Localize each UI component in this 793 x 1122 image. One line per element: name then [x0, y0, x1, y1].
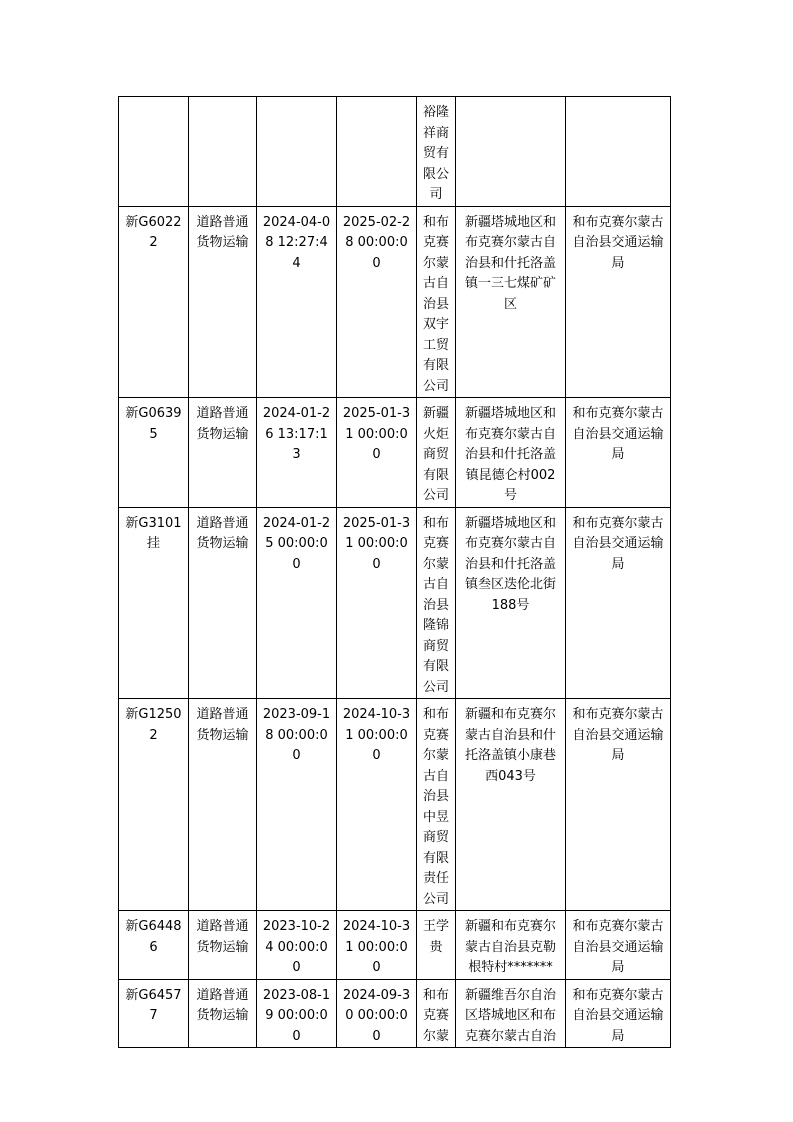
business-scope-cell: 道路普通货物运输 — [189, 979, 257, 1048]
table-row — [119, 979, 671, 1048]
table-row — [119, 911, 671, 980]
business-scope-cell: 道路普通货物运输 — [189, 911, 257, 980]
table-row — [119, 699, 671, 911]
authority-cell: 和布克赛尔蒙古自治县交通运输局 — [566, 398, 671, 508]
address-cell: 新疆塔城地区和布克赛尔蒙古自治县和什托洛盖镇昆德仑村002号 — [456, 398, 566, 508]
address-cell: 新疆塔城地区和布克赛尔蒙古自治县和什托洛盖镇一三七煤矿矿区 — [456, 206, 566, 398]
authority-cell: 和布克赛尔蒙古自治县交通运输局 — [566, 206, 671, 398]
table-row — [119, 398, 671, 508]
authority-cell: 和布克赛尔蒙古自治县交通运输局 — [566, 911, 671, 980]
end-date-cell: 2025-02-28 00:00:00 — [337, 206, 417, 398]
company-cell: 裕隆祥商贸有限公司 — [417, 97, 456, 207]
authority-cell: 和布克赛尔蒙古自治县交通运输局 — [566, 979, 671, 1048]
end-date-cell: 2025-01-31 00:00:00 — [337, 507, 417, 699]
address-cell — [456, 97, 566, 207]
table-row — [119, 97, 671, 207]
business-scope-cell: 道路普通货物运输 — [189, 699, 257, 911]
end-date-cell: 2024-10-31 00:00:00 — [337, 699, 417, 911]
company-cell: 和布克赛尔蒙古自治县中昱商贸有限责任公司 — [417, 699, 456, 911]
company-cell: 新疆火炬商贸有限公司 — [417, 398, 456, 508]
vehicle-permit-table — [118, 96, 671, 1048]
plate-cell: 新G06395 — [119, 398, 189, 508]
table-row — [119, 206, 671, 398]
plate-cell: 新G64486 — [119, 911, 189, 980]
company-cell: 和布克赛尔蒙古自治县双宇工贸有限公司 — [417, 206, 456, 398]
plate-cell: 新G3101挂 — [119, 507, 189, 699]
plate-cell: 新G12502 — [119, 699, 189, 911]
start-date-cell: 2024-04-08 12:27:44 — [257, 206, 337, 398]
start-date-cell: 2023-10-24 00:00:00 — [257, 911, 337, 980]
table-row — [119, 507, 671, 699]
business-scope-cell: 道路普通货物运输 — [189, 206, 257, 398]
start-date-cell: 2023-08-19 00:00:00 — [257, 979, 337, 1048]
end-date-cell: 2024-09-30 00:00:00 — [337, 979, 417, 1048]
start-date-cell: 2024-01-25 00:00:00 — [257, 507, 337, 699]
business-scope-cell: 道路普通货物运输 — [189, 507, 257, 699]
address-cell: 新疆维吾尔自治区塔城地区和布克赛尔蒙古自治 — [456, 979, 566, 1048]
business-scope-cell: 道路普通货物运输 — [189, 398, 257, 508]
start-date-cell: 2024-01-26 13:17:13 — [257, 398, 337, 508]
address-cell: 新疆和布克赛尔蒙古自治县和什托洛盖镇小康巷西043号 — [456, 699, 566, 911]
start-date-cell — [257, 97, 337, 207]
company-cell: 王学贵 — [417, 911, 456, 980]
start-date-cell: 2023-09-18 00:00:00 — [257, 699, 337, 911]
end-date-cell: 2025-01-31 00:00:00 — [337, 398, 417, 508]
end-date-cell — [337, 97, 417, 207]
company-cell: 和布克赛尔蒙 — [417, 979, 456, 1048]
plate-cell: 新G60222 — [119, 206, 189, 398]
address-cell: 新疆塔城地区和布克赛尔蒙古自治县和什托洛盖镇叁区迭伦北街188号 — [456, 507, 566, 699]
plate-cell — [119, 97, 189, 207]
end-date-cell: 2024-10-31 00:00:00 — [337, 911, 417, 980]
authority-cell: 和布克赛尔蒙古自治县交通运输局 — [566, 699, 671, 911]
authority-cell: 和布克赛尔蒙古自治县交通运输局 — [566, 507, 671, 699]
authority-cell — [566, 97, 671, 207]
address-cell: 新疆和布克赛尔蒙古自治县克勒根特村******* — [456, 911, 566, 980]
company-cell: 和布克赛尔蒙古自治县隆锦商贸有限公司 — [417, 507, 456, 699]
business-scope-cell — [189, 97, 257, 207]
plate-cell: 新G64577 — [119, 979, 189, 1048]
